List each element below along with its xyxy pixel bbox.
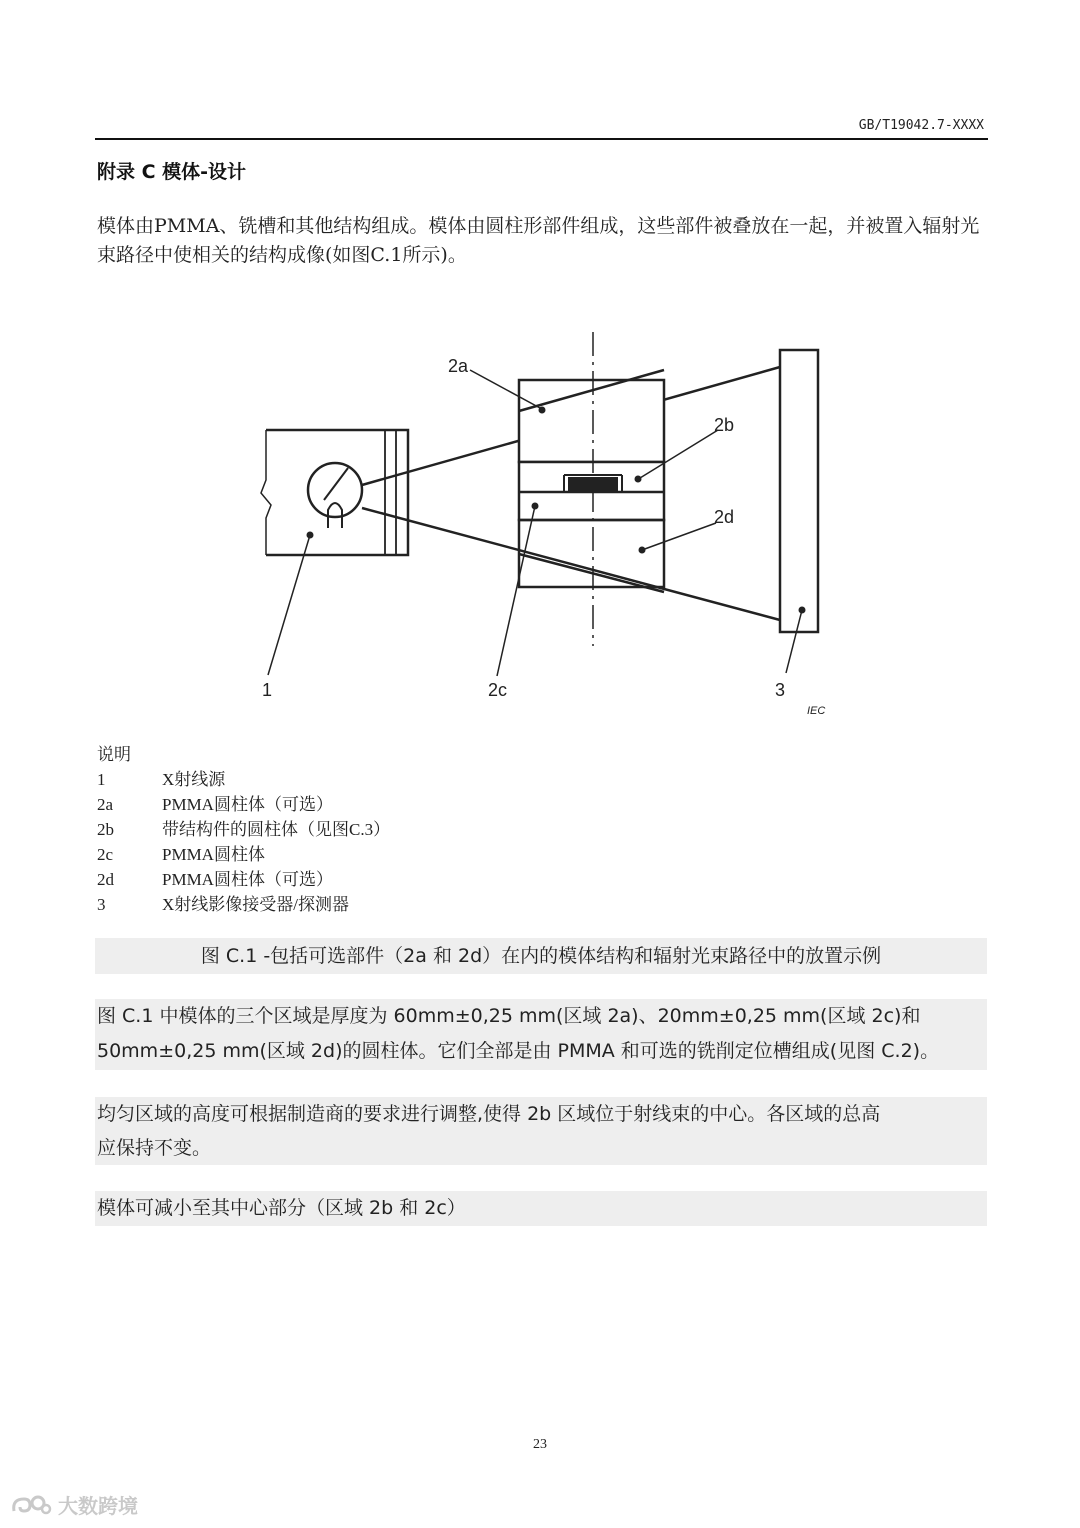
header-rule bbox=[95, 138, 988, 140]
legend-text: PMMA圆柱体（可选） bbox=[162, 870, 333, 889]
legend-key: 2c bbox=[97, 845, 114, 864]
cylinder-2a bbox=[519, 380, 664, 462]
figure-caption: 图 C.1 -包括可选部件（2a 和 2d）在内的模体结构和辐射光束路径中的放置示例 bbox=[95, 938, 987, 974]
legend-key: 2d bbox=[97, 870, 114, 889]
label-2a: 2a bbox=[448, 356, 469, 376]
label-3: 3 bbox=[775, 680, 786, 700]
watermark-logo-icon bbox=[10, 1493, 52, 1517]
legend-item bbox=[97, 892, 390, 917]
watermark bbox=[10, 1490, 138, 1519]
paragraph-line: 50mm±0,25 mm(区域 2d)的圆柱体。它们全部是由 PMMA 和可选的铣削定位槽组成(见图 C.2)。 bbox=[97, 1040, 940, 1062]
legend-text: 带结构件的圆柱体（见图C.3） bbox=[162, 820, 391, 839]
label-1: 1 bbox=[262, 680, 273, 700]
page-number: 23 bbox=[533, 1437, 547, 1452]
legend-text: PMMA圆柱体 bbox=[162, 845, 265, 864]
watermark-text: 大数跨境 bbox=[58, 1494, 138, 1518]
legend-text: X射线源 bbox=[162, 770, 226, 789]
legend-item bbox=[97, 817, 390, 842]
figure-c1-diagram bbox=[230, 330, 850, 730]
legend-title: 说明 bbox=[97, 745, 131, 764]
legend-item bbox=[97, 792, 390, 817]
housing-break bbox=[261, 430, 271, 555]
legend-text: X射线影像接受器/探测器 bbox=[162, 895, 349, 914]
legend-item bbox=[97, 867, 390, 892]
detector-3 bbox=[780, 350, 818, 632]
paragraph-zone-thickness bbox=[95, 999, 987, 1070]
label-2b: 2b bbox=[714, 415, 735, 435]
x-ray-tube bbox=[308, 463, 362, 517]
label-2c: 2c bbox=[488, 680, 508, 700]
paragraph-line: 模体可减小至其中心部分（区域 2b 和 2c） bbox=[97, 1197, 466, 1219]
paragraph-line: 应保持不变。 bbox=[97, 1137, 212, 1159]
legend-text: PMMA圆柱体（可选） bbox=[162, 795, 333, 814]
source-housing bbox=[266, 430, 408, 555]
legend-item bbox=[97, 767, 390, 792]
paragraph-reduce bbox=[95, 1191, 987, 1226]
label-2d: 2d bbox=[714, 507, 735, 527]
annex-title: 附录 C 模体-设计 bbox=[97, 161, 247, 183]
paragraph-line: 图 C.1 中模体的三个区域是厚度为 60mm±0,25 mm(区域 2a)、20mm±0,25 mm(区域 2c)和 bbox=[97, 1005, 921, 1027]
paragraph-line: 均匀区域的高度可根据制造商的要求进行调整,使得 2b 区域位于射线束的中心。各区域的总高 bbox=[97, 1103, 881, 1125]
legend-item bbox=[97, 842, 390, 867]
intro-paragraph: 模体由PMMA、铣槽和其他结构组成。模体由圆柱形部件组成，这些部件被叠放在一起，并被置入辐射光束路径中使相关的结构成像(如图C.1所示)。 bbox=[97, 215, 980, 266]
legend-key: 1 bbox=[97, 770, 106, 789]
paragraph-zone-height bbox=[95, 1097, 987, 1165]
legend-key: 2b bbox=[97, 820, 114, 839]
iec-mark: IEC bbox=[807, 705, 826, 717]
cylinder-2c bbox=[519, 520, 664, 587]
legend-key: 3 bbox=[97, 895, 106, 914]
legend-key: 2a bbox=[97, 795, 114, 814]
document-code: GB/T19042.7-XXXX bbox=[858, 118, 984, 133]
legend bbox=[97, 743, 390, 917]
